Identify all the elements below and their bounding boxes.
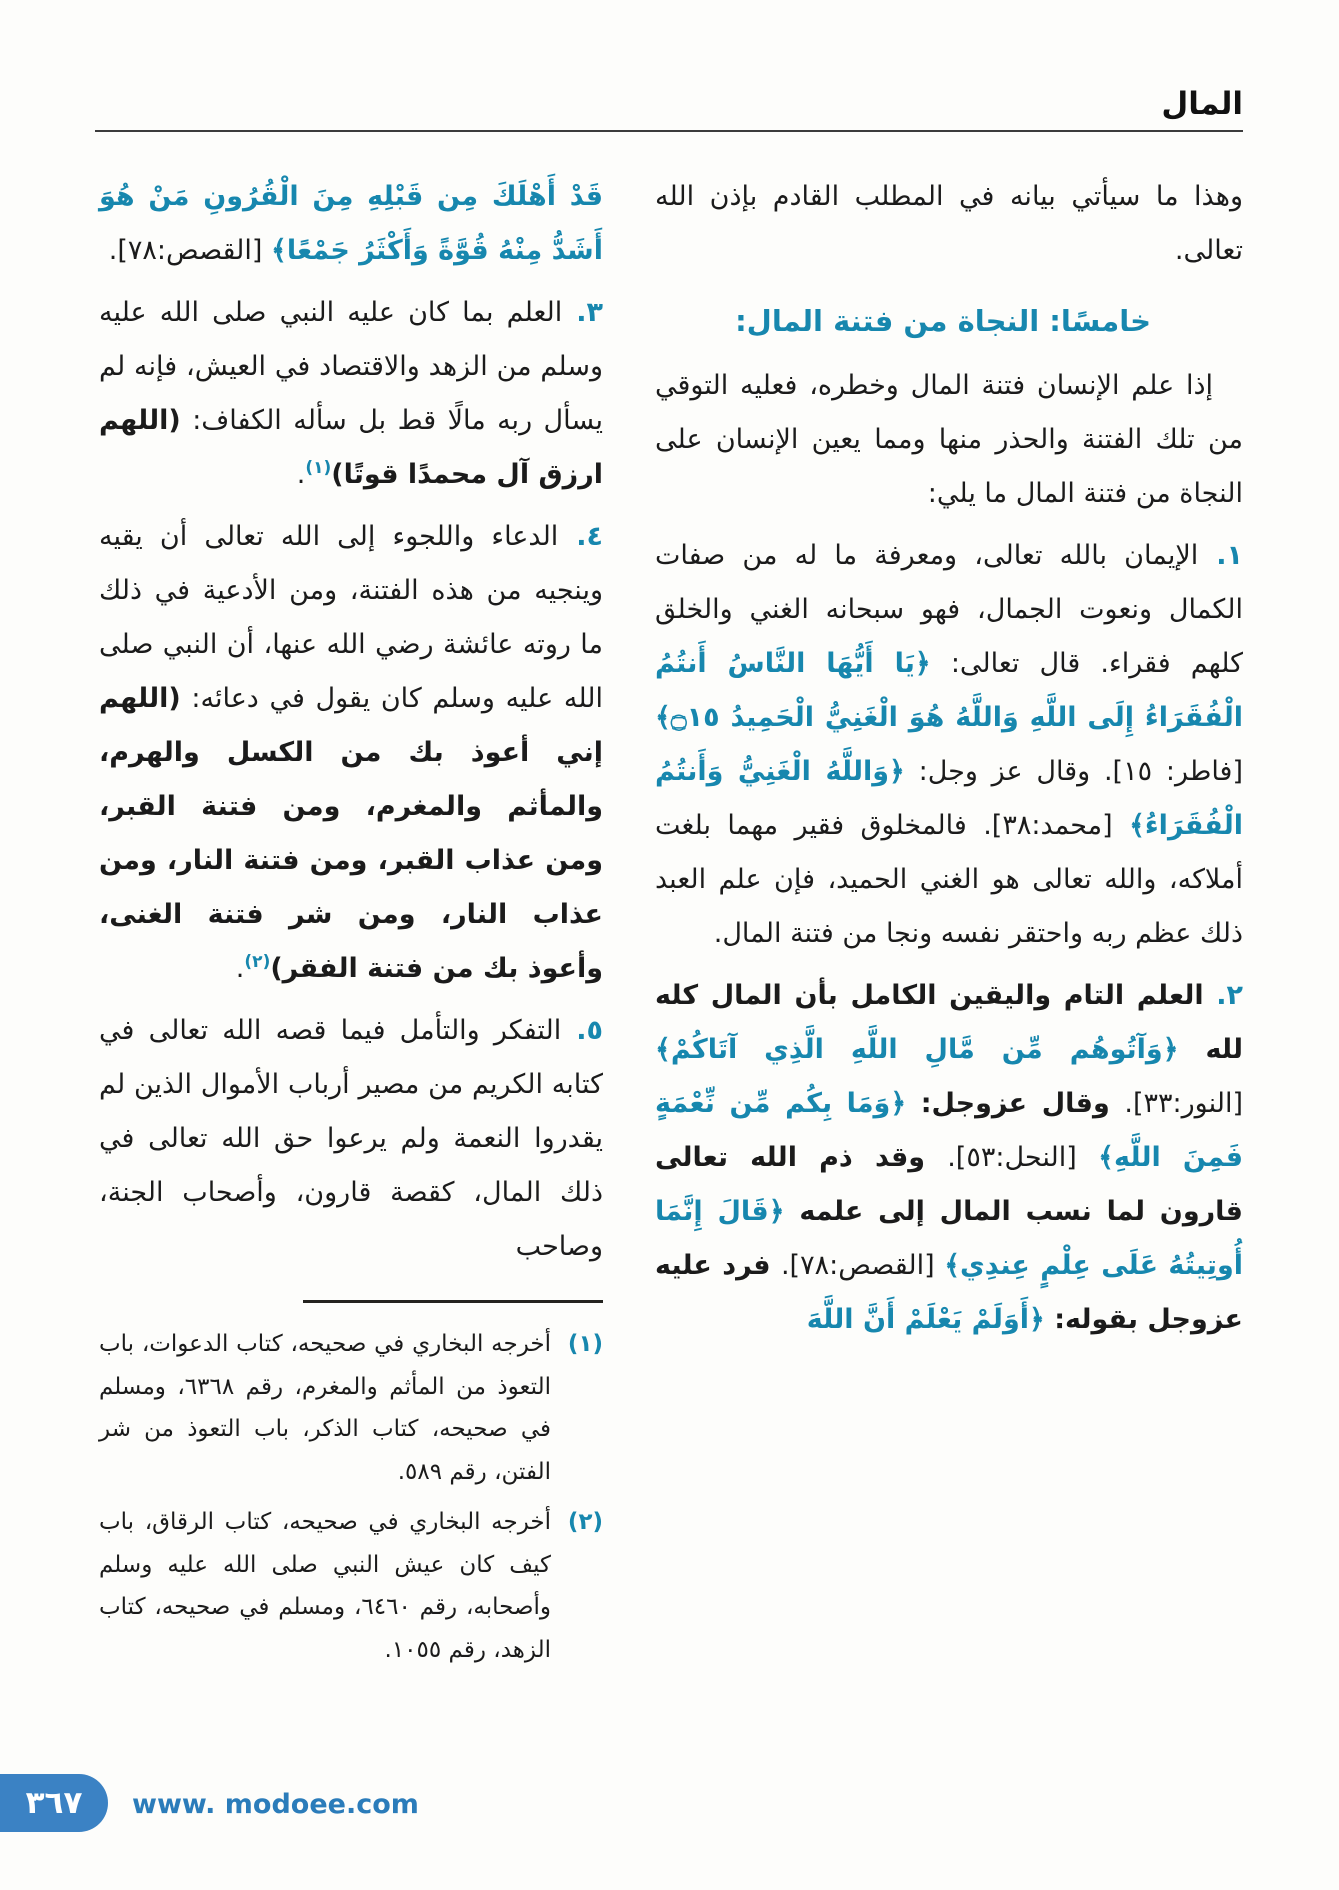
body-text: وقال عز وجل: xyxy=(904,756,1104,788)
page-header xyxy=(95,86,1243,132)
body-text: وقال عزوجل: xyxy=(906,1088,1125,1120)
hadith-text: (اللهم إني أعوذ بك من الكسل والهرم، والمأثم والمغرم، ومن فتنة القبر، ومن عذاب القبر، ومن فتنة النار، ومن عذاب النار، ومن شر فتنة الغنى، وأعوذ بك من فتنة الفقر) xyxy=(99,683,603,984)
page-header-title: المال xyxy=(1161,86,1243,122)
paragraph-fitna-intro: إذا علم الإنسان فتنة المال وخطره، فعليه التوقي من تلك الفتنة والحذر منها ومما يعين الإنسان على النجاة من فتنة المال ما يلي: xyxy=(655,370,1243,510)
column-right xyxy=(655,170,1243,1355)
body-text: الدعاء واللجوء إلى الله تعالى أن يقيه وينجيه من هذه الفتنة، ومن الأدعية في ذلك ما روته عائشة رضي الله عنها، أن النبي صلى الله عليه وسلم كان يقول في دعائه: xyxy=(99,521,603,714)
quran-verse: ﴿وَآتُوهُم مِّن مَّالِ اللَّهِ الَّذِي آتَاكُمْ﴾ xyxy=(655,1034,1179,1066)
quran-verse: ﴿وَاللَّهُ الْغَنِيُّ وَأَنتُمُ الْفُقَرَاءُ﴾ xyxy=(655,756,1243,842)
verse-reference: [القصص:٧٨]. xyxy=(780,1250,945,1282)
column-left xyxy=(99,170,603,1679)
body-text: التفكر والتأمل فيما قصه الله تعالى في كتابه الكريم من مصير أرباب الأموال الذين لم يقدروا النعمة ولم يرعوا حق الله تعالى في ذلك المال، كقصة قارون، وأصحاب الجنة، وصاحب xyxy=(99,1015,603,1262)
footnote-ref-1: (١) xyxy=(305,458,332,478)
body-text: فالمخلوق فقير مهما بلغت أملاكه، والله تعالى هو الغني الحميد، فإن علم العبد ذلك عظم ربه واحتقر نفسه ونجا من فتنة المال. xyxy=(655,810,1243,950)
footnote-ref-2: (٢) xyxy=(244,952,271,972)
footnote-text: أخرجه البخاري في صحيحه، كتاب الدعوات، باب التعوذ من المأثم والمغرم، رقم ٦٣٦٨، ومسلم في صحيحه، كتاب الذكر، باب التعوذ من شر الفتن، رقم ٥٨٩. xyxy=(99,1331,551,1485)
list-item-2 xyxy=(655,969,1243,1347)
body-text: الإيمان بالله تعالى، ومعرفة ما له من صفات الكمال ونعوت الجمال، فهو سبحانه الغني والخلق كلهم فقراء. قال تعالى: xyxy=(655,540,1243,680)
body-text: . xyxy=(296,459,306,490)
item-number: ٣. xyxy=(562,297,603,328)
item-number: ٤. xyxy=(558,521,603,552)
item-number: ١. xyxy=(1198,540,1243,572)
verse-reference: [فاطر: ١٥]. xyxy=(1103,756,1243,788)
quran-verse: ﴿وَمَا بِكُم مِّن نِّعْمَةٍ فَمِنَ اللَّهِ﴾ xyxy=(655,1088,1244,1174)
footnote-marker: (١) xyxy=(567,1331,603,1357)
footnote-marker: (٢) xyxy=(567,1509,603,1536)
verse-reference: [النور:٣٣]. xyxy=(1124,1088,1243,1120)
body-text: . xyxy=(235,953,245,984)
item-number: ٢. xyxy=(1203,980,1243,1012)
verse-reference: [القصص:٧٨]. xyxy=(108,235,272,266)
quran-verse: ﴿يَا أَيُّهَا النَّاسُ أَنتُمُ الْفُقَرَاءُ إِلَى اللَّهِ وَاللَّهُ هُوَ الْغَنِيُّ الْحَمِيدُ ۝١٥﴾ xyxy=(655,648,1243,734)
page-content xyxy=(95,170,1243,1679)
verse-reference: [محمد:٣٨]. xyxy=(983,810,1130,842)
list-item-3 xyxy=(99,286,603,502)
page-number: ٣٦٧ xyxy=(25,1785,83,1821)
quran-verse: قَدْ أَهْلَكَ مِن قَبْلِهِ مِنَ الْقُرُونِ مَنْ هُوَ أَشَدُّ مِنْهُ قُوَّةً وَأَكْثَرُ جَمْعًا﴾ xyxy=(99,181,603,266)
body-text: وقد ذم الله تعالى قارون لما نسب المال إلى علمه xyxy=(655,1142,1243,1228)
quran-verse: ﴿أَوَلَمْ يَعْلَمْ أَنَّ اللَّهَ xyxy=(806,1304,1045,1336)
section-heading: خامسًا: النجاة من فتنة المال: xyxy=(735,304,1151,338)
body-text: فرد عليه عزوجل بقوله: xyxy=(655,1250,1243,1336)
list-item-5 xyxy=(99,1004,603,1274)
page-number-badge xyxy=(0,1774,108,1832)
footnote-separator xyxy=(303,1300,603,1303)
body-text: العلم بما كان عليه النبي صلى الله عليه وسلم من الزهد والاقتصاد في العيش، فإنه لم يسأل ربه مالًا قط بل سأله الكفاف: xyxy=(99,297,603,436)
verse-continuation xyxy=(99,170,603,278)
website-url: www. modoee.com xyxy=(132,1789,419,1820)
footnote-2 xyxy=(99,1501,603,1671)
quran-verse: ﴿قَالَ إِنَّمَا أُوتِيتُهُ عَلَى عِلْمٍ عِندِي﴾ xyxy=(655,1196,1243,1282)
footnote-text: أخرجه البخاري في صحيحه، كتاب الرقاق، باب كيف كان عيش النبي صلى الله عليه وسلم وأصحابه، رقم ٦٤٦٠، ومسلم في صحيحه، كتاب الزهد، رقم ١٠٥٥. xyxy=(99,1509,551,1663)
list-item-4 xyxy=(99,510,603,996)
verse-reference: [النحل:٥٣]. xyxy=(947,1142,1099,1174)
footnote-1 xyxy=(99,1323,603,1493)
intro-paragraph: وهذا ما سيأتي بيانه في المطلب القادم بإذن الله تعالى. xyxy=(655,181,1243,266)
body-text: العلم التام واليقين الكامل بأن المال كله لله xyxy=(655,980,1243,1066)
item-number: ٥. xyxy=(561,1015,603,1046)
list-item-1 xyxy=(655,529,1243,961)
hadith-text: (اللهم ارزق آل محمدًا قوتًا) xyxy=(99,405,603,490)
